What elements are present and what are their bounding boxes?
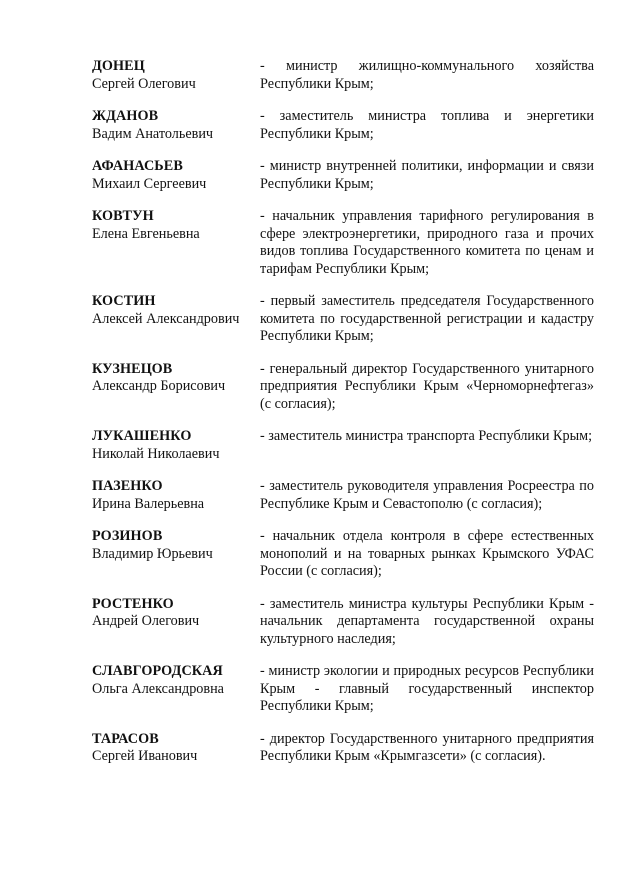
member-surname: СЛАВГОРОДСКАЯ	[92, 663, 223, 679]
member-given-names: Вадим Анатольевич	[92, 125, 214, 142]
member-role: - начальник управления тарифного регулирования в сфере электроэнергетики, природного газа и прочих видов топлива Государственного комитета по ценам и тарифам Республики Крым;	[260, 208, 594, 277]
member-role: - заместитель руководителя управления Росреестра по Республике Крым и Севастополю (с согласия);	[260, 478, 594, 512]
member-given-names: Николай Николаевич	[92, 445, 220, 462]
member-name	[92, 663, 260, 698]
member-role: - министр внутренней политики, информации и связи Республики Крым;	[260, 158, 594, 192]
member-role: - начальник отдела контроля в сфере естественных монополий и на товарных рынках Крымского УФАС России (с согласия);	[260, 528, 594, 579]
member-given-names: Елена Евгеньевна	[92, 225, 200, 242]
member-name	[92, 596, 260, 631]
member-name	[92, 428, 260, 463]
member-surname: АФАНАСЬЕВ	[92, 158, 183, 174]
member-given-names: Александр Борисович	[92, 378, 226, 394]
member-surname: РОСТЕНКО	[92, 595, 174, 612]
member-surname: ТАРАСОВ	[92, 730, 159, 747]
member-name	[92, 731, 260, 766]
member-role: - заместитель министра транспорта Республики Крым;	[260, 428, 593, 444]
member-surname: КУЗНЕЦОВ	[92, 360, 173, 377]
list-item	[92, 596, 594, 649]
member-surname: РОЗИНОВ	[92, 528, 163, 544]
member-role: - заместитель министра культуры Республики Крым - начальник департамента государственной охраны культурного наследия;	[260, 595, 594, 647]
member-given-names: Сергей Олегович	[92, 75, 196, 92]
member-name	[92, 58, 260, 93]
member-name	[92, 361, 260, 396]
member-role: - директор Государственного унитарного предприятия Республики Крым «Крымгазсети» (с согласия).	[260, 730, 594, 764]
list-item	[92, 158, 594, 193]
member-name	[92, 293, 260, 328]
list-item	[92, 208, 594, 278]
list-item	[92, 361, 594, 414]
member-given-names: Андрей Олегович	[92, 613, 200, 629]
member-surname: ПАЗЕНКО	[92, 478, 163, 494]
member-role: - министр жилищно-коммунального хозяйства Республики Крым;	[260, 58, 594, 92]
list-item	[92, 663, 594, 716]
member-name	[92, 108, 260, 143]
member-given-names: Сергей Иванович	[92, 748, 198, 764]
member-given-names: Алексей Александрович	[92, 310, 240, 327]
member-given-names: Михаил Сергеевич	[92, 175, 207, 192]
member-surname: ЖДАНОВ	[92, 108, 159, 124]
member-role: - министр экологии и природных ресурсов Республики Крым - главный государственный инспектор Республики Крым;	[260, 663, 594, 714]
member-name	[92, 208, 260, 243]
list-item	[92, 293, 594, 346]
member-surname: КОСТИН	[92, 293, 156, 309]
member-surname: ДОНЕЦ	[92, 58, 145, 74]
member-name	[92, 478, 260, 513]
list-item	[92, 428, 594, 463]
member-surname: КОВТУН	[92, 208, 154, 224]
member-given-names: Ольга Александровна	[92, 680, 224, 697]
member-role: - заместитель министра топлива и энергетики Республики Крым;	[260, 108, 594, 142]
member-role: - первый заместитель председателя Государственного комитета по государственной регистрации и кадастру Республики Крым;	[260, 293, 594, 344]
member-role: - генеральный директор Государственного унитарного предприятия Республики Крым «Черноморнефтегаз» (с согласия);	[260, 360, 594, 412]
member-given-names: Владимир Юрьевич	[92, 545, 213, 562]
member-given-names: Ирина Валерьевна	[92, 495, 205, 512]
list-item	[92, 108, 594, 143]
member-name	[92, 528, 260, 563]
list-item	[92, 478, 594, 513]
member-name	[92, 158, 260, 193]
list-item	[92, 58, 594, 93]
member-surname: ЛУКАШЕНКО	[92, 428, 192, 444]
list-item	[92, 528, 594, 581]
member-list	[92, 58, 594, 781]
list-item	[92, 731, 594, 766]
